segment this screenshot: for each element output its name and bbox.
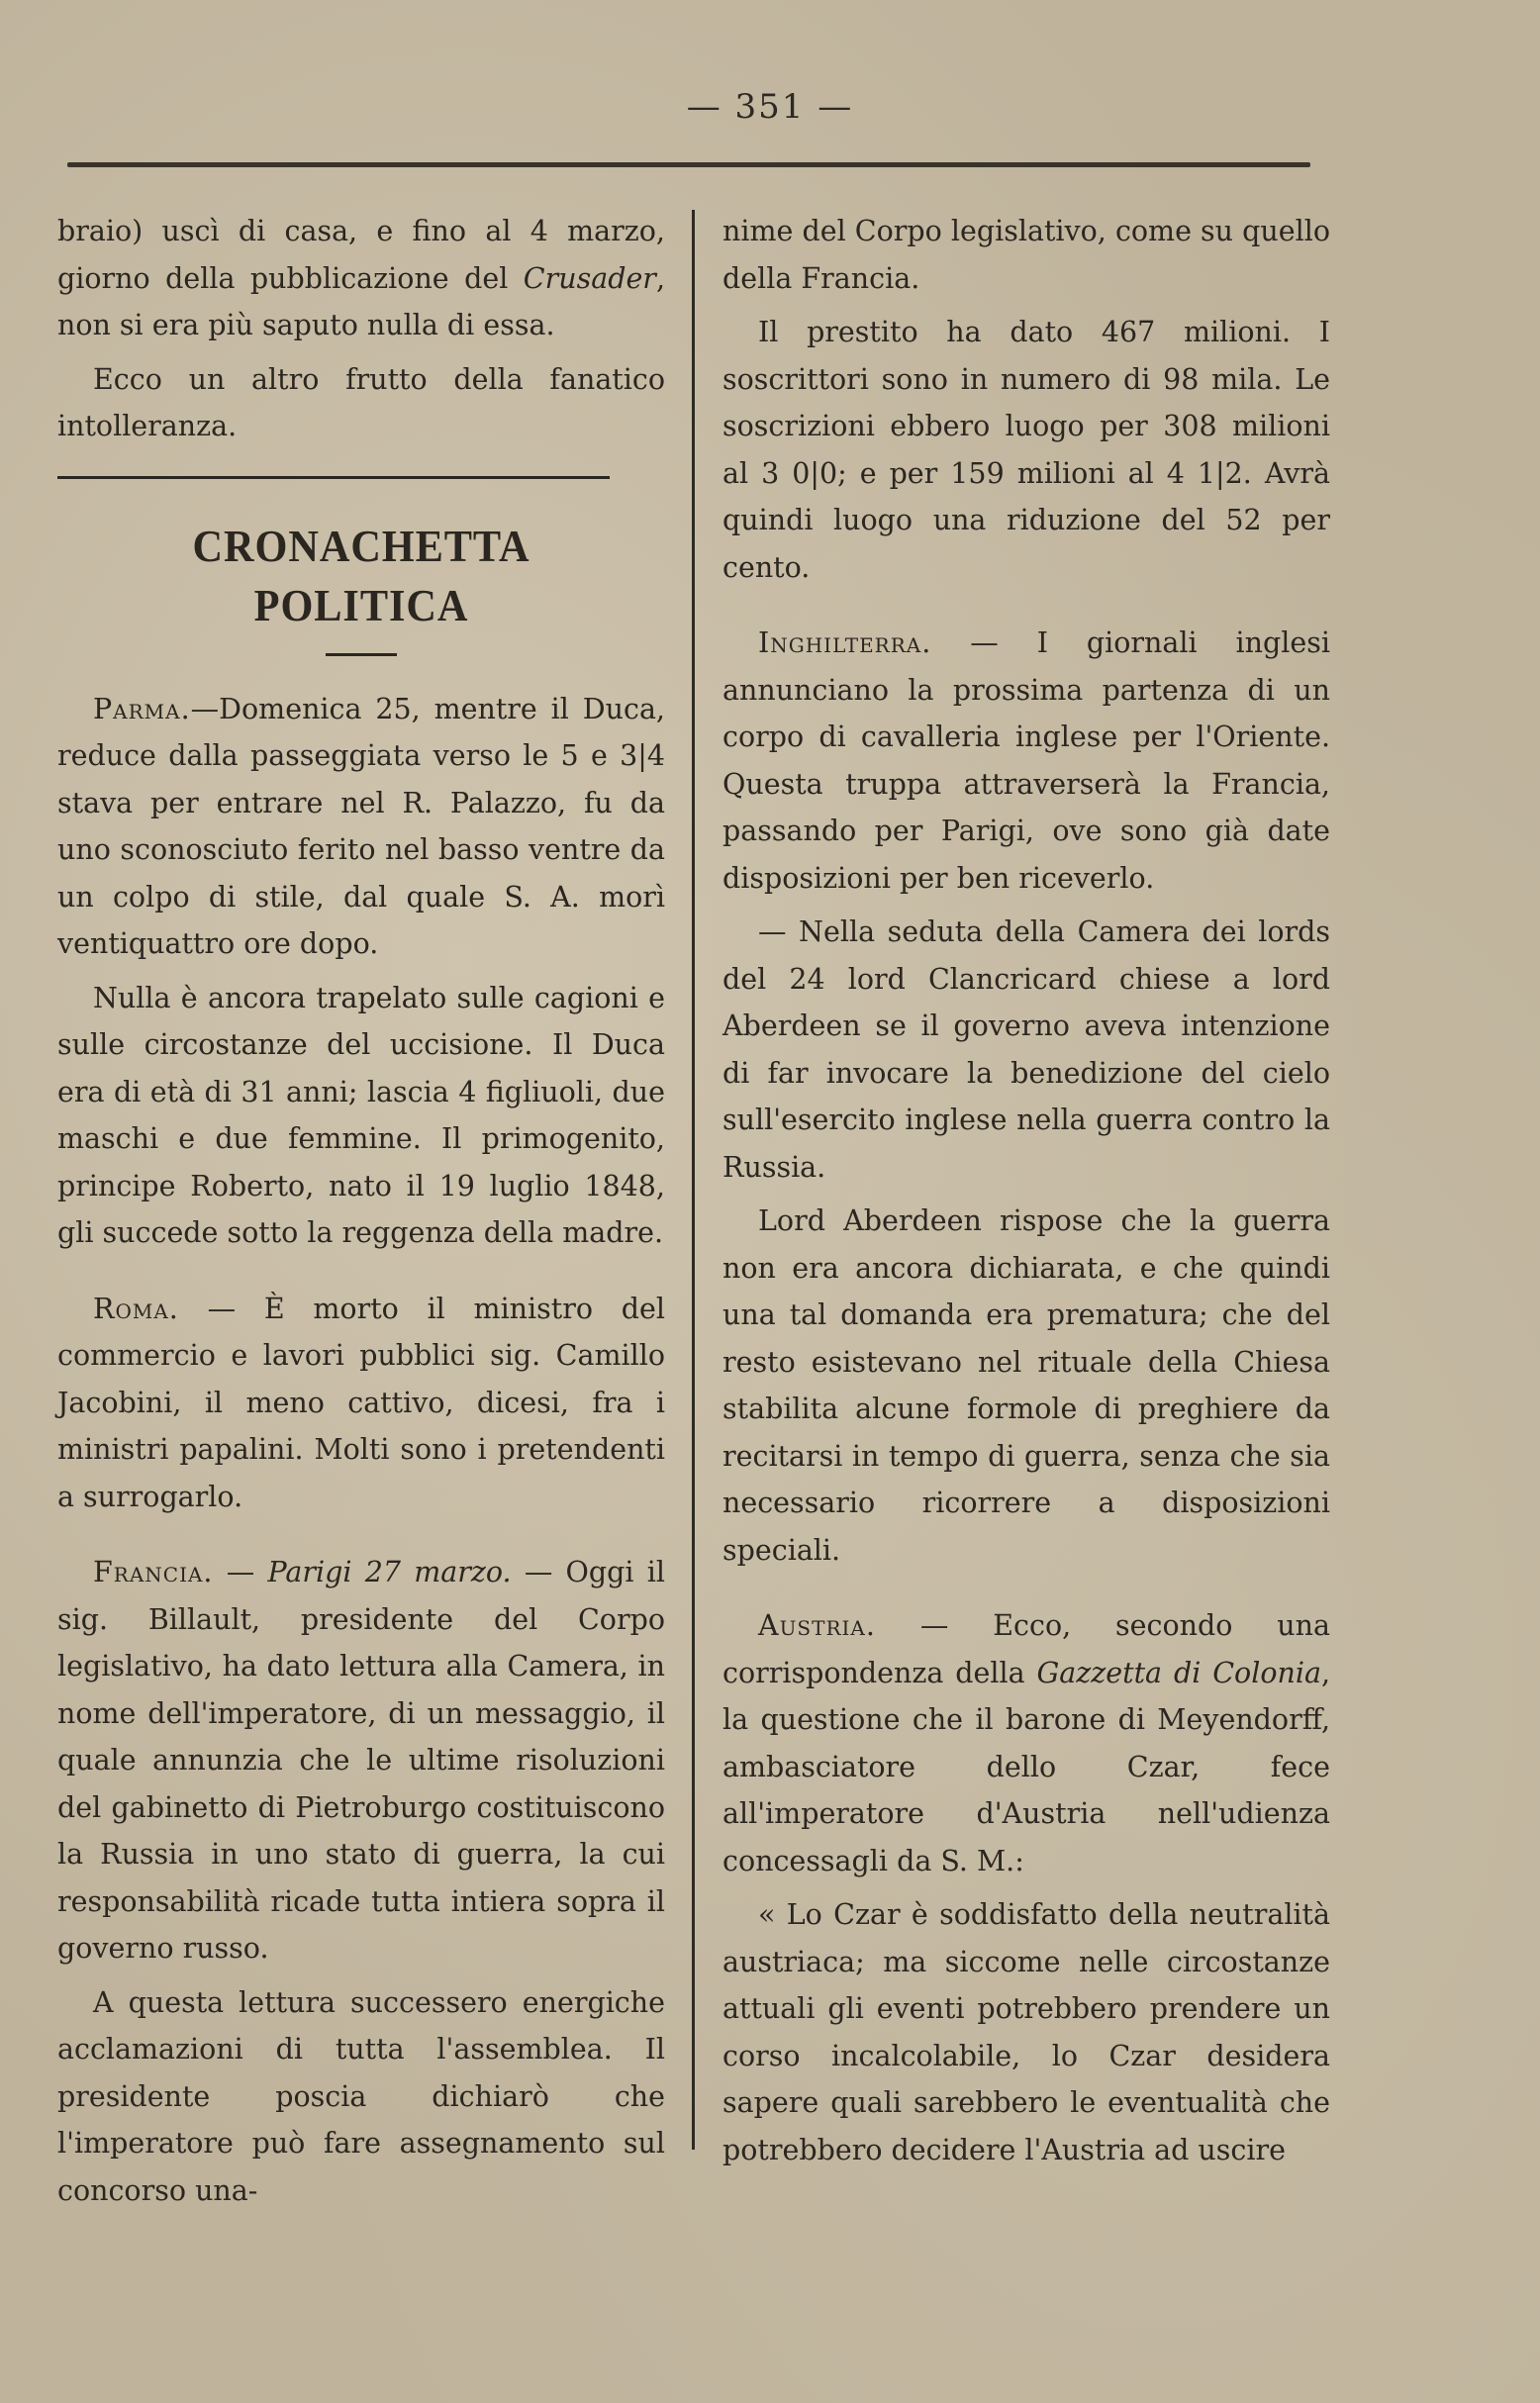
gap	[722, 1581, 1330, 1602]
francia-paragraph-2: A questa lettura successero energiche acclamazioni di tutta l'assemblea. Il presidente poscia dichiarò che l'imperatore può fare assegnamento sul concorso una-	[57, 1985, 665, 2207]
place-name-parma: Parma.	[93, 692, 191, 725]
short-rule	[326, 653, 397, 656]
text-run: —Domenica 25, mentre il Duca, reduce dalla passeggiata verso le 5 e 3|4 stava per entrare nel R. Palazzo, fu da uno sconosciuto ferito nel basso ventre da un colpo di stile, dal quale S. A. morì ventiquattro ore dopo.	[57, 692, 665, 960]
section-heading: CRONACHETTA POLITICA	[192, 520, 530, 630]
right-column	[722, 208, 1330, 2180]
top-rule	[67, 162, 1310, 167]
text-run: , non si era più saputo nulla di essa.	[57, 261, 665, 341]
parma-paragraph-2: Nulla è ancora trapelato sulle cagioni e sulle circostanze del uccisione. Il Duca era di età di 31 anni; lascia 4 figliuoli, due maschi e due femmine. Il primogenito, principe Roberto, nato il 19 luglio 1848, gli succede sotto la reggenza della madre.	[57, 981, 665, 1249]
column-divider	[692, 210, 695, 2150]
prestito-paragraph: Il prestito ha dato 467 milioni. I soscrittori sono in numero di 98 mila. Le soscrizioni ebbero luogo per 308 milioni al 3 0|0; e per 159 milioni al 4 1|2. Avrà quindi luogo una riduzione del 52 per cento.	[722, 316, 1330, 584]
italic-title: Crusader	[523, 261, 656, 295]
left-paragraph-continued	[57, 208, 665, 349]
dateline: Parigi 27 marzo.	[267, 1556, 512, 1588]
place-name-inghilterra: Inghilterra.	[758, 626, 932, 659]
text-run: braio) uscì di casa, e fino al 4 marzo, giorno della pubblicazione del	[57, 215, 665, 295]
heading-rule	[57, 476, 610, 479]
page-number: — 351 —	[686, 87, 854, 127]
aberdeen-paragraph: Lord Aberdeen rispose che la guerra non era ancora dichiarata, e che quindi una tal domanda era prematura; che del resto esistevano nel rituale della Chiesa stabilita alcune formole di preghiere da recitarsi in tempo di guerra, senza che sia necessario ricorrere a disposizioni speciali.	[722, 1204, 1330, 1567]
text-run: — I giornali inglesi annunciano la prossima partenza di un corpo di cavalleria inglese per l'Oriente. Questa truppa attraverserà la Francia, passando per Parigi, ove sono già date disposizioni per ben riceverlo.	[722, 626, 1330, 895]
text-run: — È morto il ministro del commercio e lavori pubblici sig. Camillo Jacobini, il meno cattivo, dicesi, fra i ministri papalini. Molti sono i pretendenti a surrogarlo.	[57, 1292, 665, 1513]
parma-paragraph	[57, 686, 665, 968]
left-column	[57, 208, 665, 2221]
place-name-austria: Austria.	[758, 1609, 876, 1642]
lords-paragraph: — Nella seduta della Camera dei lords del 24 lord Clancricard chiese a lord Aberdeen se il governo aveva intenzione di far invocare la benedizione del cielo sull'esercito inglese nella guerra contro la Russia.	[722, 915, 1330, 1184]
francia-paragraph	[57, 1549, 665, 1972]
gap	[57, 1264, 665, 1286]
place-name-roma: Roma.	[93, 1292, 179, 1325]
left-paragraph-2: Ecco un altro frutto della fanatico intolleranza.	[57, 362, 665, 442]
quote-paragraph: « Lo Czar è soddisfatto della neutralità austriaca; ma siccome nelle circostanze attuali gli eventi potrebbero prendere un corso incalcolabile, lo Czar desidera sapere quali sarebbero le eventualità che potrebbero decidere l'Austria ad uscire	[722, 1898, 1330, 2166]
right-paragraph-continued: nime del Corpo legislativo, come su quello della Francia.	[722, 215, 1330, 295]
text-run: — Oggi il sig. Billault, presidente del Corpo legislativo, ha dato lettura alla Camera, in nome dell'imperatore, di un messaggio, il quale annunzia che le ultime risoluzioni del gabinetto di Pietroburgo costituiscono la Russia in uno stato di guerra, la cui responsabilità ricade tutta intiera sopra il governo russo.	[57, 1556, 665, 1965]
inghilterra-paragraph	[722, 620, 1330, 902]
text-run: — Ecco, secondo una corrispondenza della	[722, 1609, 1330, 1689]
roma-paragraph	[57, 1286, 665, 1521]
italic-newspaper-name: Gazzetta di Colonia	[1036, 1656, 1321, 1689]
gap	[57, 1527, 665, 1549]
place-name-francia: Francia.	[93, 1556, 214, 1588]
austria-paragraph	[722, 1602, 1330, 1884]
gap	[722, 598, 1330, 620]
text-run: —	[213, 1556, 268, 1588]
text-run: , la questione che il barone di Meyendorff, ambasciatore dello Czar, fece all'imperatore d'Austria nell'udienza concessagli da S. M.:	[722, 1656, 1330, 1877]
